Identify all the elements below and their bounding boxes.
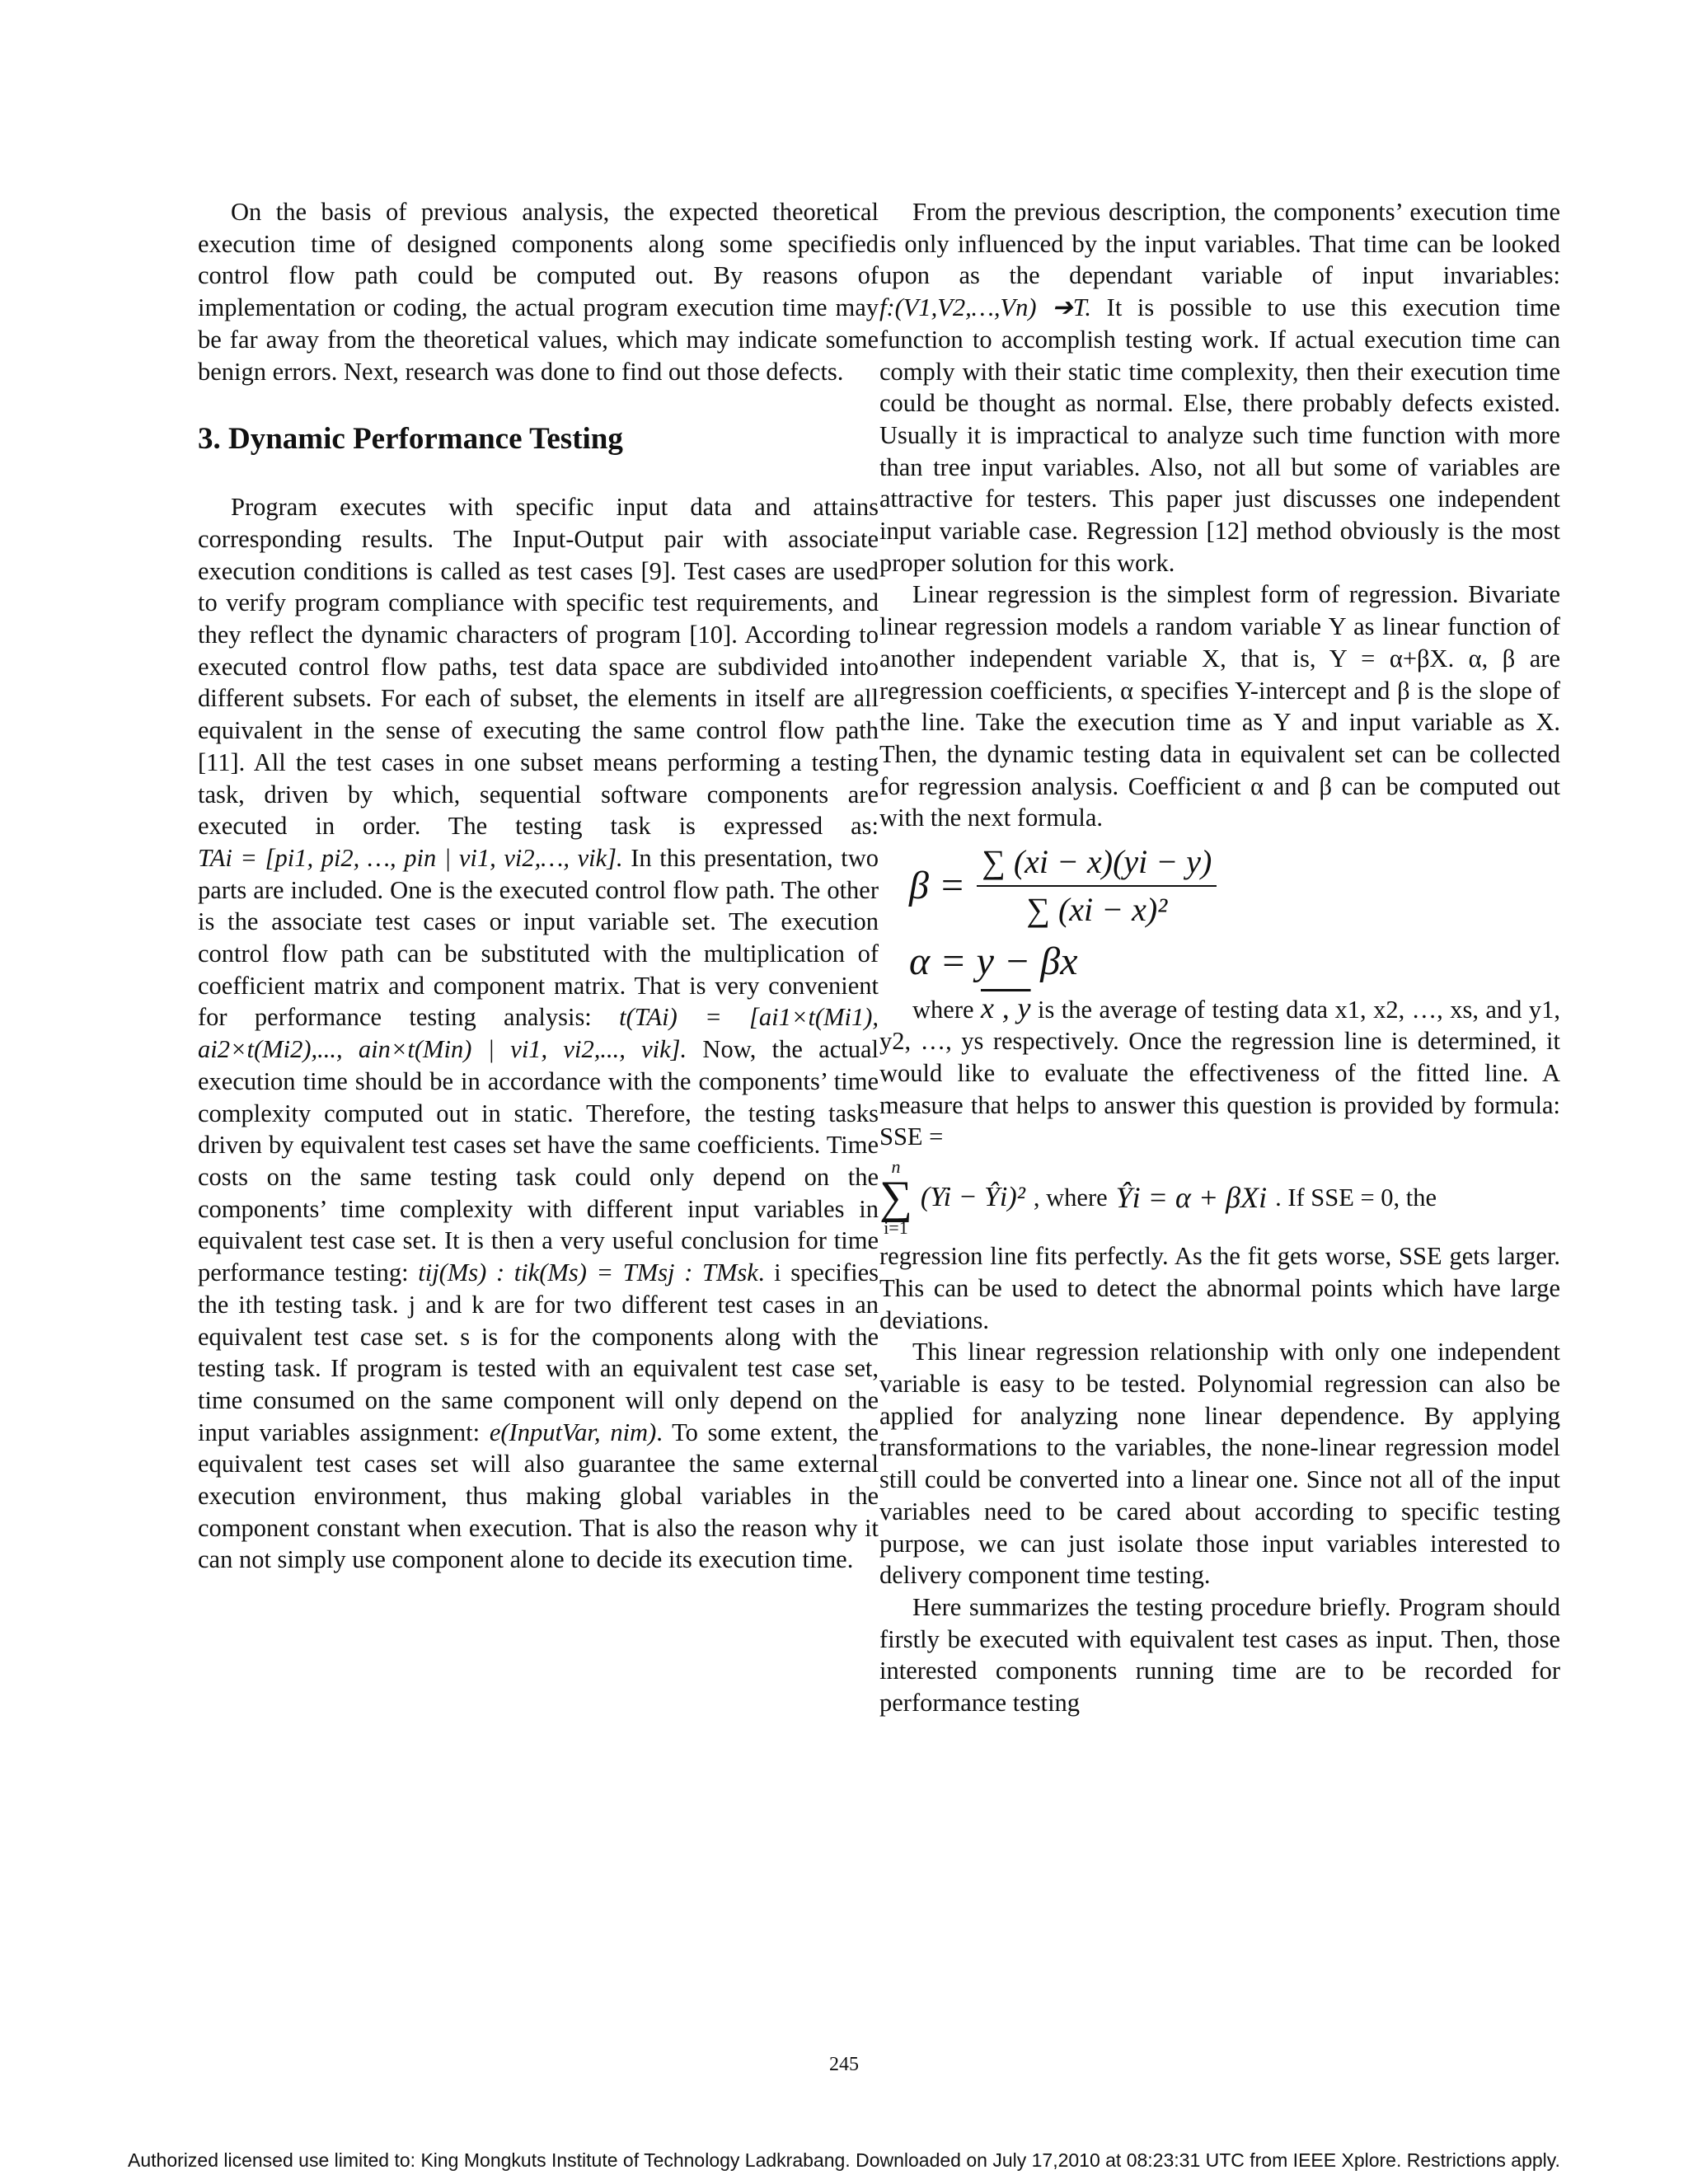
beta-lhs: β = [909,864,966,908]
equation-time-ratio: tij(Ms) : tik(Ms) = TMsj : TMsk [418,1258,758,1287]
text-run: In this presentation, two parts are included. One is the executed control flow path. The other is the associate test cases or input variable set. The execution control flow path can be substituted with the multiplication of coefficient matrix and component matrix. That is very convenient for performance testing analysis: [198,843,879,1032]
fitted-value-definition: Ŷi = α + βXi [1115,1180,1268,1214]
right-column [879,196,1560,1719]
equation-time-vector: t(TAi) = [ai1×t(Mi1), ai2×t(Mi2),..., ain×t(Min) | vi1, vi2,..., vik]. [198,1003,879,1064]
text-run: . i specifies the ith testing task. j and k are for two different test cases in an equivalent test case set. s is for the components along with the testing task. If program is tested with an equivalent test case set, time consumed on the same component will only depend on the input variables assignment: [198,1258,879,1446]
equation-input-assignment: e(InputVar, nim) [489,1418,657,1446]
sum-upper-limit: n [891,1156,901,1178]
sigma-icon: ∑ [879,1172,912,1224]
text-run: where [912,995,974,1024]
sum-lower-limit: i=1 [884,1217,908,1239]
text-run: Program executes with specific input data and attains corresponding results. The Input-Output pair with associate execution conditions is called as test cases [9]. Test cases are used to verify program compliance with specific test requirements, and they reflect the dynamic characters of program [10]. According to executed control flow paths, test data space are subdivided into different subsets. For each of subset, the elements in itself are all equivalent in the sense of executing the same control flow path [11]. All the test cases in one subset means performing a testing task, driven by which, sequential software components are executed in order. The testing task is expressed as: [198,493,879,841]
beta-numerator: ∑ (xi − x)(yi − y) [977,842,1217,887]
section-heading: 3. Dynamic Performance Testing [198,422,623,457]
license-footer: Authorized licensed use limited to: King Mongkuts Institute of Technology Ladkrabang. Downloaded on July 17,2010 at 08:23:31 UTC from IEEE Xplore. Restrictions apply. [128,2149,1560,2171]
summation [879,1158,912,1237]
text-run: . To some extent, the equivalent test cases set will also guarantee the same external execution environment, thus making global variables in the component constant when execution. That is also the reason why it can not simply use component alone to decide its execution time. [198,1418,879,1574]
paragraph [879,992,1560,1154]
paragraph [198,491,879,1576]
page-number: 245 [829,2054,859,2075]
text-run: . If SSE = 0, the [1275,1183,1437,1212]
paragraph [879,196,1560,579]
paragraph: Linear regression is the simplest form of regression. Bivariate linear regression models a random variable Y as linear function of another independent variable X, that is, Y = α+βX. α, β are regression coefficients, α specifies Y-intercept and β is the slope of the line. Take the execution time as Y and input variable as X. Then, the dynamic testing data in equivalent set can be collected for regression analysis. Coefficient α and β can be computed out with the next formula. [879,580,1560,832]
sse-formula [879,1158,1560,1237]
text-run: It is possible to use this execution time function to accomplish testing work. If actual execution time can comply with their static time complexity, then their execution time could be thought as normal. Else, there probably defects existed. Usually it is impractical to analyze such time function with more than tree input variables. Also, not all but some of variables are attractive for testers. This paper just discusses one independent input variable case. Regression [12] method obviously is the most proper solution for this work. [879,293,1561,577]
text-run: is the average of testing data x1, x2, …, xs, and y1, y2, …, ys respectively. Once the regression line is determined, it would like to evaluate the effectiveness of the fitted line. A measure that helps to answer this question is provided by formula: SSE = [879,995,1560,1151]
sse-expression: (Yi − Ŷi)² [920,1181,1025,1212]
text-run: Now, the actual execution time should be in accordance with the components’ time complexity computed out in static. Therefore, the testing tasks driven by equivalent test cases set have the same coefficients. Time costs on the same testing task could only depend on the components’ time complexity with different input variables in equivalent test case set. It is then a very useful conclusion for time performance testing: [198,1035,879,1287]
equation-time-function: f:(V1,V2,…,Vn) ➔T. [879,293,1092,322]
paragraph: This linear regression relationship with only one independent variable is easy to be tested. Polynomial regression can also be applied for analyzing none linear dependence. By applying transformations to the variables, the none-linear regression model still could be converted into a linear one. Since not all of the input variables need to be cared about according to specific testing purpose, we can just isolate those input variables interested to delivery component time testing. [879,1338,1560,1590]
text-run: From the previous description, the components’ execution time is only influenced by the input variables. That time can be looked upon as the dependant variable of input invariables: [879,198,1560,290]
paragraph: On the basis of previous analysis, the expected theoretical execution time of designed components along some specified control flow path could be computed out. By reasons of implementation or coding, the actual program execution time may be far away from the theoretical values, which may indicate some benign errors. Next, research was done to find out those defects. [198,198,879,386]
beta-denominator: ∑ (xi − x)² [1026,891,1168,929]
left-column [198,196,879,1576]
alpha-equation: α = y − βx [909,940,1078,984]
paragraph: Here summarizes the testing procedure briefly. Program should firstly be executed with equivalent test cases as input. Then, those interested components running time are to be recorded for performance testing [879,1592,1560,1718]
text-run: , where [1033,1183,1108,1212]
equation-testing-task: TAi = [pi1, pi2, …, pin | vi1, vi2,…, vik]. [198,843,623,872]
regression-formula [909,842,1560,986]
mean-symbols: x , y [980,991,1031,1024]
beta-fraction [977,842,1217,930]
paragraph: regression line fits perfectly. As the fit gets worse, SSE gets larger. This can be used to detect the abnormal points which have large deviations. [879,1242,1560,1334]
